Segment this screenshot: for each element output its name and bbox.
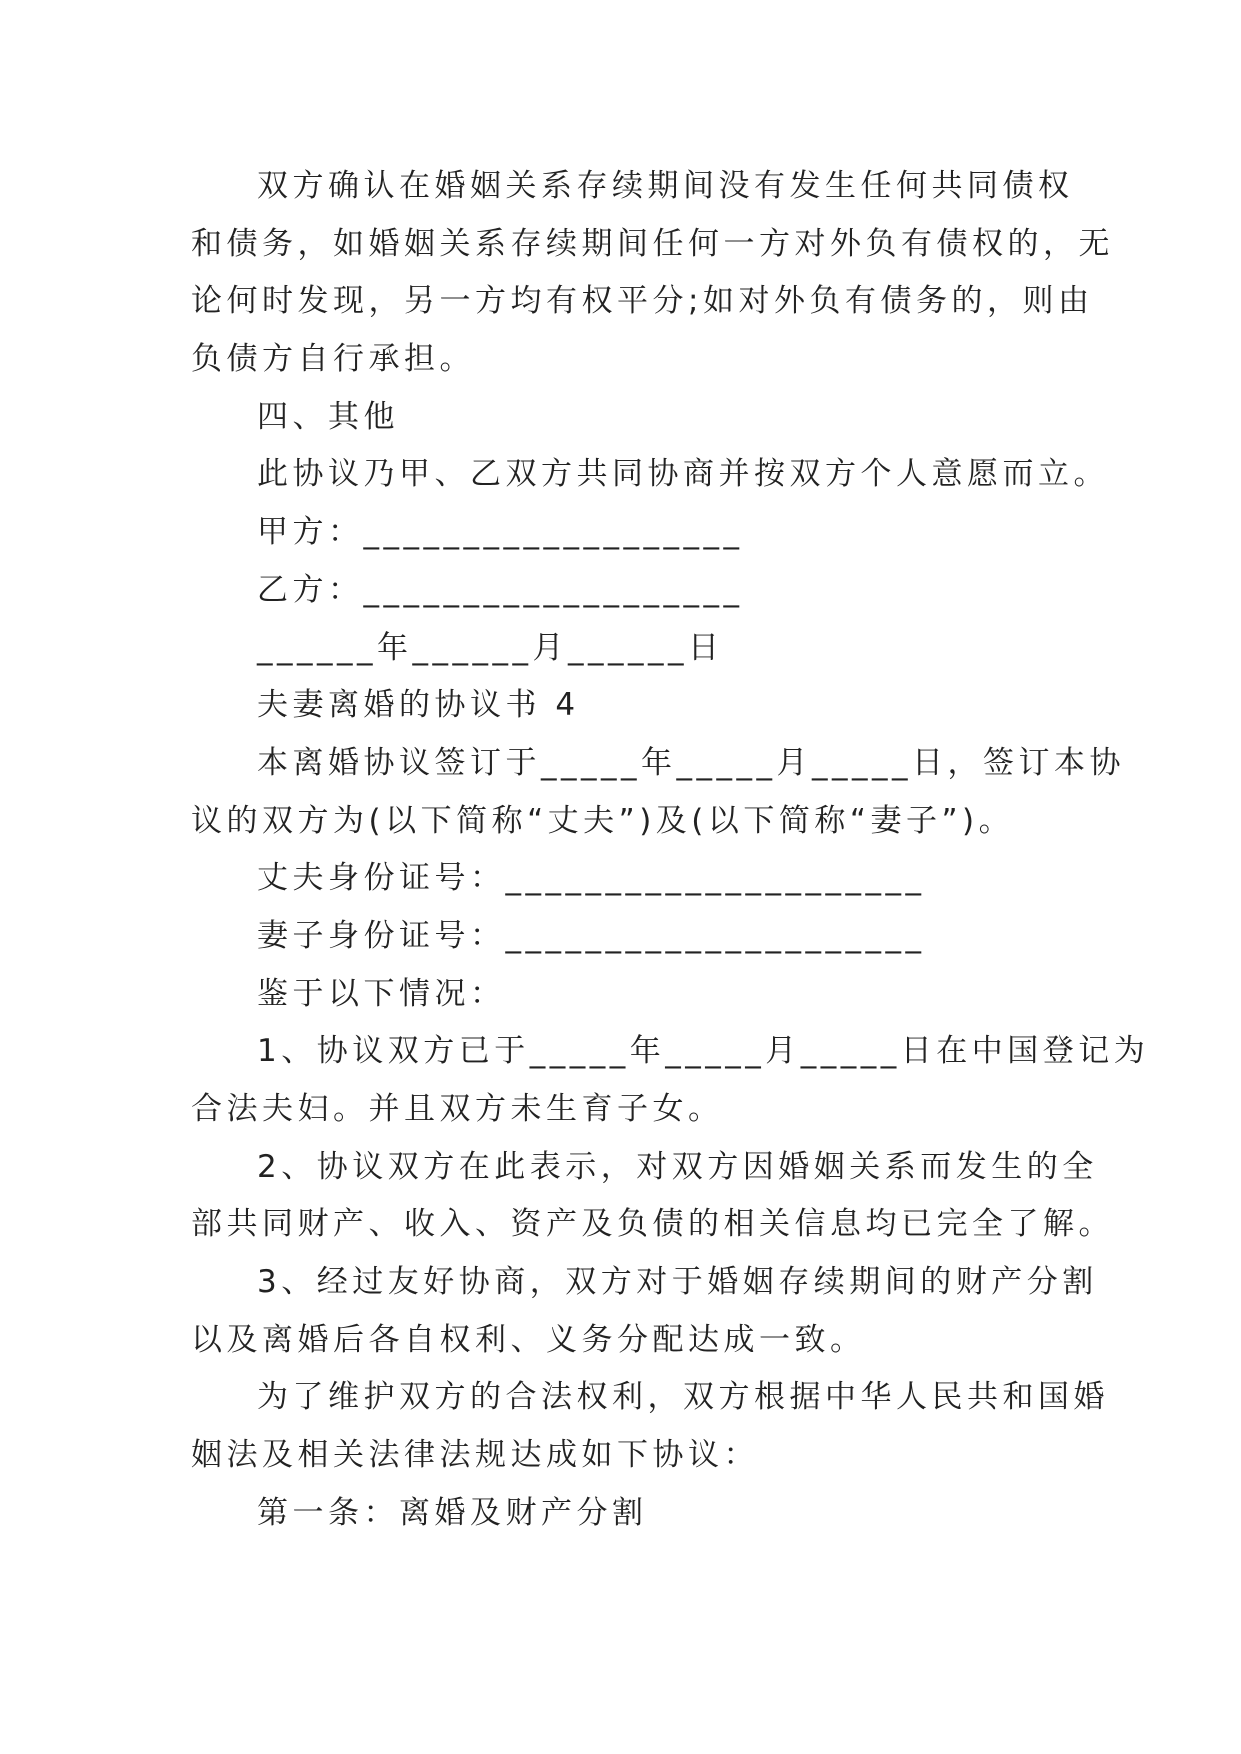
party-a-signature-line: 甲方：___________________: [257, 514, 744, 551]
paragraph-line: 鉴于以下情况：: [257, 975, 506, 1012]
paragraph-line: 论何时发现，另一方均有权平分;如对外负有债务的，则由: [191, 283, 1094, 320]
paragraph-line: 本离婚协议签订于_____年_____月_____日，签订本协: [257, 744, 1125, 781]
paragraph-line: 以及离婚后各自权利、义务分配达成一致。: [191, 1321, 866, 1358]
wife-id-line: 妻子身份证号：_____________________: [257, 917, 926, 954]
paragraph-line: 部共同财产、收入、资产及负债的相关信息均已完全了解。: [191, 1206, 1114, 1243]
date-line: ______年______月______日: [257, 629, 724, 666]
section-heading: 四、其他: [257, 398, 399, 435]
paragraph-line: 1、协议双方已于_____年_____月_____日在中国登记为: [257, 1033, 1150, 1070]
document-title: 夫妻离婚的协议书 4: [257, 687, 580, 724]
paragraph-line: 合法夫妇。并且双方未生育子女。: [191, 1091, 724, 1127]
paragraph-line: 此协议乃甲、乙双方共同协商并按双方个人意愿而立。: [257, 456, 1109, 493]
paragraph-line: 3、经过友好协商，双方对于婚姻存续期间的财产分割: [257, 1264, 1098, 1301]
document-body: [191, 158, 1150, 1543]
paragraph-line: 2、协议双方在此表示，对双方因婚姻关系而发生的全: [257, 1148, 1098, 1185]
paragraph-line: 议的双方为(以下简称“丈夫”)及(以下简称“妻子”)。: [191, 802, 1015, 839]
paragraph-line: 姻法及相关法律法规达成如下协议：: [191, 1437, 759, 1474]
paragraph-line: 双方确认在婚姻关系存续期间没有发生任何共同债权: [257, 168, 1074, 204]
article-heading: 第一条：离婚及财产分割: [257, 1494, 648, 1531]
paragraph-line: 为了维护双方的合法权利，双方根据中华人民共和国婚: [257, 1379, 1109, 1416]
husband-id-line: 丈夫身份证号：_____________________: [257, 860, 926, 897]
paragraph-line: 负债方自行承担。: [191, 341, 475, 378]
paragraph-line: 和债务，如婚姻关系存续期间任何一方对外负有债权的，无: [191, 225, 1114, 262]
party-b-signature-line: 乙方：___________________: [257, 571, 744, 608]
